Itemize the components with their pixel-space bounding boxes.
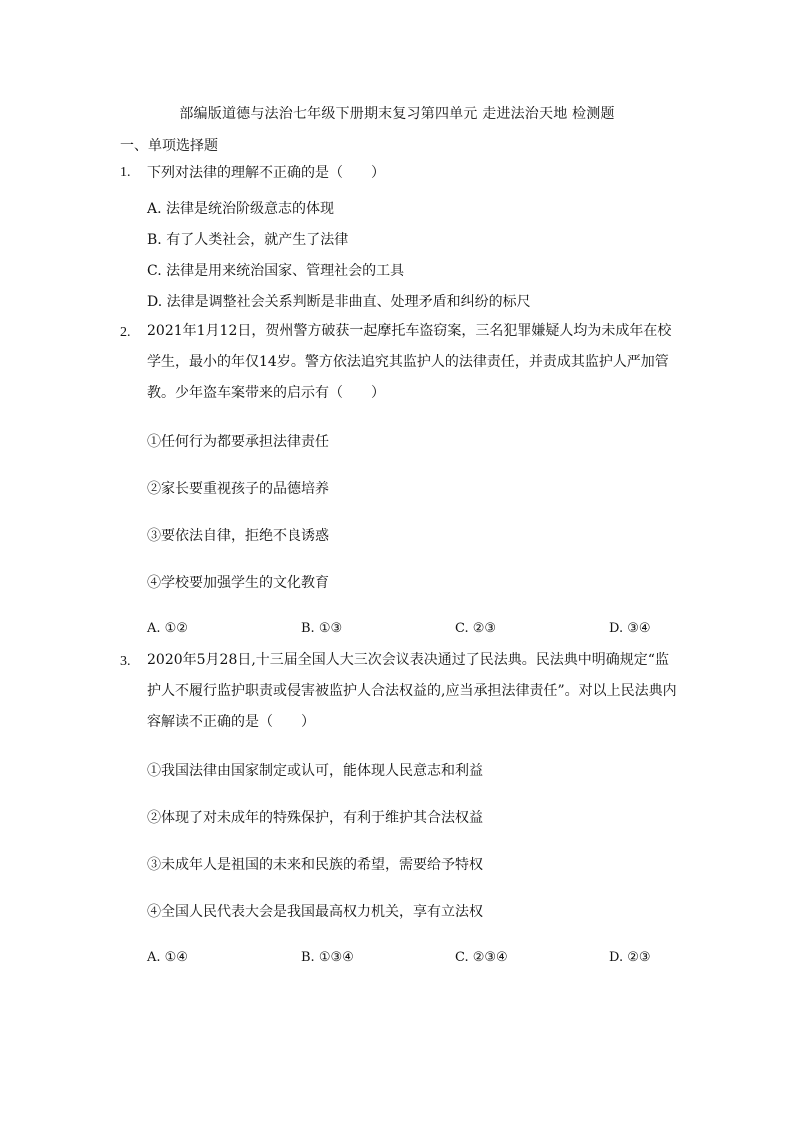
choice-c: C. ②③ [455,621,497,636]
choice-a: A. ①② [147,621,188,636]
question-stem: 2021年1月12日，贺州警方破获一起摩托车盗窃案，三名犯罪嫌疑人均为未成年在校学生，最小的年仅14岁。警方依法追究其监护人的法律责任，并责成其监护人严加管教。少年盗车案带来的启示有（ ） [147,323,672,401]
question-number: 3. [120,654,131,669]
option-b: B. 有了人类社会，就产生了法律 [147,232,349,248]
choice-d: D. ②③ [609,950,651,965]
question-3 [120,645,680,738]
section-heading: 一、单项选择题 [120,138,218,154]
answer-choices [147,621,667,641]
statement-1: ①任何行为都要承担法律责任 [147,434,329,450]
statement-2: ②家长要重视孩子的品德培养 [147,481,329,497]
question-1 [120,158,680,189]
statement-4: ④学校要加强学生的文化教育 [147,575,329,591]
question-2 [120,316,680,409]
choice-c: C. ②③④ [455,950,508,965]
statement-3: ③要依法自律，拒绝不良诱惑 [147,528,329,544]
choice-a: A. ①④ [147,950,188,965]
question-number: 1. [120,165,131,180]
statement-2: ②体现了对未成年的特殊保护，有利于维护其合法权益 [147,810,483,826]
option-d: D. 法律是调整社会关系判断是非曲直、处理矛盾和纠纷的标尺 [147,294,531,310]
statement-4: ④全国人民代表大会是我国最高权力机关，享有立法权 [147,904,483,920]
question-stem: 2020年5月28日,十三届全国人大三次会议表决通过了民法典。民法典中明确规定“监护人不履行监护职责或侵害被监护人合法权益的,应当承担法律责任”。对以上民法典内容解读不正确的是（ ） [147,652,677,730]
question-number: 2. [120,325,131,340]
answer-choices [147,950,667,970]
statement-1: ①我国法律由国家制定或认可，能体现人民意志和利益 [147,763,483,779]
choice-b: B. ①③ [301,621,343,636]
choice-b: B. ①③④ [301,950,354,965]
question-stem: 下列对法律的理解不正确的是（ ） [147,165,385,181]
option-c: C. 法律是用来统治国家、管理社会的工具 [147,263,405,279]
statement-3: ③未成年人是祖国的未来和民族的希望，需要给予特权 [147,857,483,873]
choice-d: D. ③④ [609,621,651,636]
option-a: A. 法律是统治阶级意志的体现 [147,201,335,217]
document-title: 部编版道德与法治七年级下册期末复习第四单元 走进法治天地 检测题 [179,106,615,122]
